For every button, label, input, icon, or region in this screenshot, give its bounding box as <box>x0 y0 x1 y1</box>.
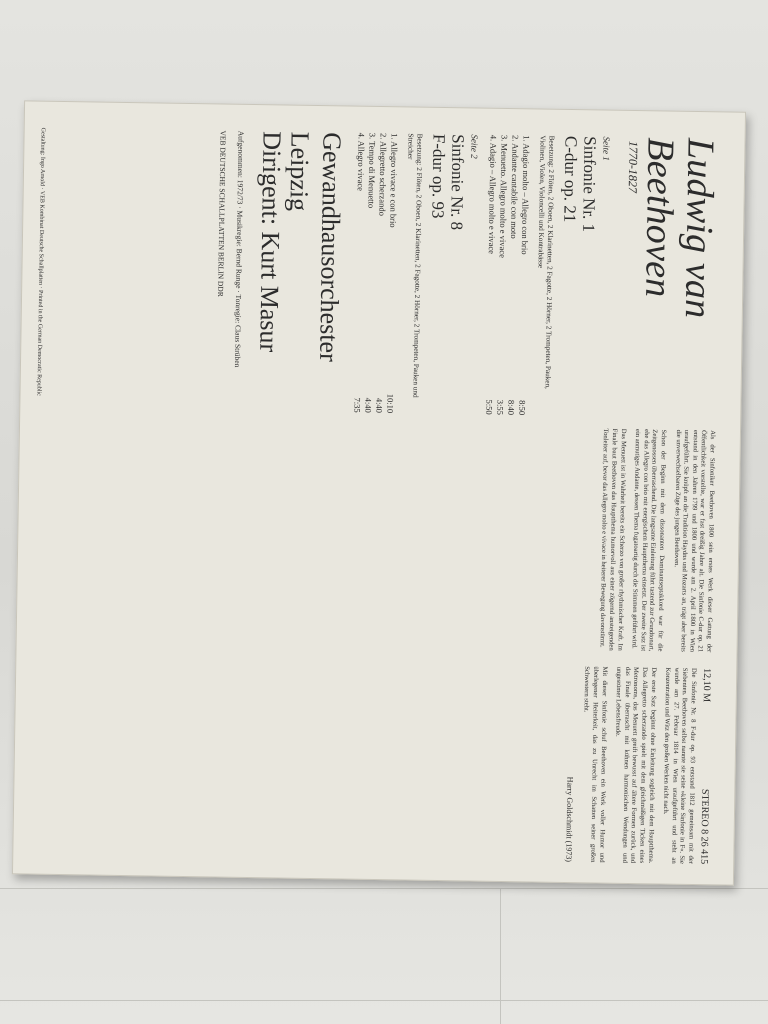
symphony-8-key: F-dur op. 93 <box>428 133 449 219</box>
movement-time: 5:50 <box>484 399 495 415</box>
movement-name: 4. Allegro vivace <box>355 132 367 192</box>
side-2-label: Seite 2 <box>469 134 480 159</box>
tile-seam <box>0 1000 768 1001</box>
symphony-8-movements <box>351 133 399 414</box>
symphony-1-title: Sinfonie Nr. 1 <box>579 136 600 233</box>
liner-notes-paragraph: Als der Sinfoniker Beethoven 1800 sein erstes Werk dieser Gattung der Öffentlichkeit vorstellte, war er fast dreißig Jahre alt. Die Sinfonie C-dur op. 21 entstand in den Jahren 1799 und 1800 und wurde am 2. April 1800 in Wien uraufgeführt. Sie knüpft an die Tradition Haydns und Mozarts an, trägt aber bereits die unverwechselbaren Züge des jungen Beethoven. <box>672 429 717 653</box>
tile-seam <box>0 888 768 889</box>
movement-name: 4. Adagio – Allegro molto e vivace <box>486 134 499 255</box>
symphony-8-title: Sinfonie Nr. 8 <box>447 134 468 231</box>
title-column <box>206 130 720 418</box>
movement-time: 4:40 <box>374 397 385 414</box>
movement-time: 10:10 <box>385 393 396 414</box>
liner-notes-paragraph: Mit dieser Sinfonie schuf Beethoven ein Werk voller Humor und überlegener Heiterkeit, das zu Unrecht im Schatten seiner großen Schwestern steht. <box>583 666 608 863</box>
orchestra-name: Gewandhausorchester <box>314 131 347 362</box>
tile-seam <box>500 888 501 1024</box>
movement-name: 2. Andante cantabile con moto <box>509 135 521 239</box>
side-1-label: Seite 1 <box>601 136 612 161</box>
liner-notes-paragraph: Die Sinfonie Nr. 8 F-dur op. 93 entstand 1812 gemeinsam mit der Siebenten. Beethoven selbst nannte sie seine »kleine Sinfonie in F«. Sie wurde am 27. Februar 1814 in Wien uraufgeführt und steht an Konzentration und Witz den großen Werken nicht nach. <box>662 667 698 864</box>
symphony-8-scoring: Besetzung: 2 Flöten, 2 Oboen, 2 Klarinetten, 2 Fagotte, 2 Hörner, 2 Trompeten, Pauken und Streicher <box>406 133 424 398</box>
liner-notes-paragraph: Schon der Beginn mit dem dissonanten Dominantseptakkord war für die Zeitgenossen überraschend. Die langsame Einleitung führt tastend zur Grundtonart, ehe das Allegro con brio mit energischem Hauptthema einsetzt. Der zweite Satz ist ein anmutiges Andante, dessen Thema fugatoartig durch die Stimmen geführt wird. <box>630 429 668 652</box>
recording-credits: Aufgenommen: 1972/73 · Musikregie: Bernd Runge · Tonregie: Claus Strüben <box>232 130 246 368</box>
movement-name: 1. Allegro vivace e con brio <box>388 133 400 228</box>
movement-name: 2. Allegretto scherzando <box>377 132 389 216</box>
liner-notes-author: Harry Goldschmidt (1973) <box>564 776 575 863</box>
record-label-company: VEB DEUTSCHE SCHALLPLATTEN BERLIN DDR <box>216 130 229 297</box>
movement-name: 3. Menuetto. Allegro molto e vivace <box>497 134 510 258</box>
liner-notes-column-2 <box>556 666 712 864</box>
price: 12,10 M <box>700 668 713 703</box>
composer-dates: 1770-1827 <box>625 140 641 194</box>
sleeve-footer: Gestaltung: Ingo Arnold · VEB Kombinat Deutsche Schallplatten · Printed in the German Democratic Republic <box>35 127 47 396</box>
movement-time: 4:40 <box>363 397 374 413</box>
composer-name: Ludwig van Beethoven <box>637 137 722 319</box>
symphony-1-key: C-dur op. 21 <box>560 135 581 223</box>
conductor: Dirigent: Kurt Masur <box>254 131 287 353</box>
movement-name: 3. Tempo di Menuetto <box>366 132 378 209</box>
liner-notes-column-1 <box>591 428 716 652</box>
liner-notes-paragraph: Das Menuett ist in Wahrheit bereits ein Scherzo von großer rhythmischer Kraft. Im Finale baut Beethoven das Hauptthema humorvoll aus einer zögernd ansteigenden Tonleiter auf, bevor das Allegro molto e vivace in heiterer Bewegung davonstürmt. <box>599 428 627 651</box>
symphony-1-scoring: Besetzung: 2 Flöten, 2 Oboen, 2 Klarinetten, 2 Fagotte, 2 Hörner, 2 Trompeten, Pauken, Violinen, Violen, Violoncelli und Kontrabässe <box>536 135 556 389</box>
movement-time: 3:55 <box>495 399 506 415</box>
orchestra-city: Leipzig <box>284 131 315 212</box>
movement-time: 7:35 <box>352 397 363 413</box>
sleeve-text-rotated <box>13 101 745 884</box>
catalog-line <box>698 668 712 864</box>
movement-time: 8:40 <box>506 399 517 416</box>
liner-notes-paragraph: Der erste Satz beginnt ohne Einleitung sogleich mit dem Hauptthema. Das Allegretto scherzando spielt mit dem gleichmäßigen Ticken eines Metronoms, das Menuett greift bewusst auf ältere Formen zurück, und das Finale überrascht mit kühnen harmonischen Wendungen und ungestümer Lebensfreude. <box>614 666 657 864</box>
symphony-1-movements <box>483 135 531 416</box>
catalog-number: STEREO 8 26 415 <box>698 788 711 865</box>
record-sleeve-back <box>12 100 746 885</box>
movement-time: 8:50 <box>517 400 528 416</box>
movement-name: 1. Adagio molto – Allegro con brio <box>519 135 532 255</box>
